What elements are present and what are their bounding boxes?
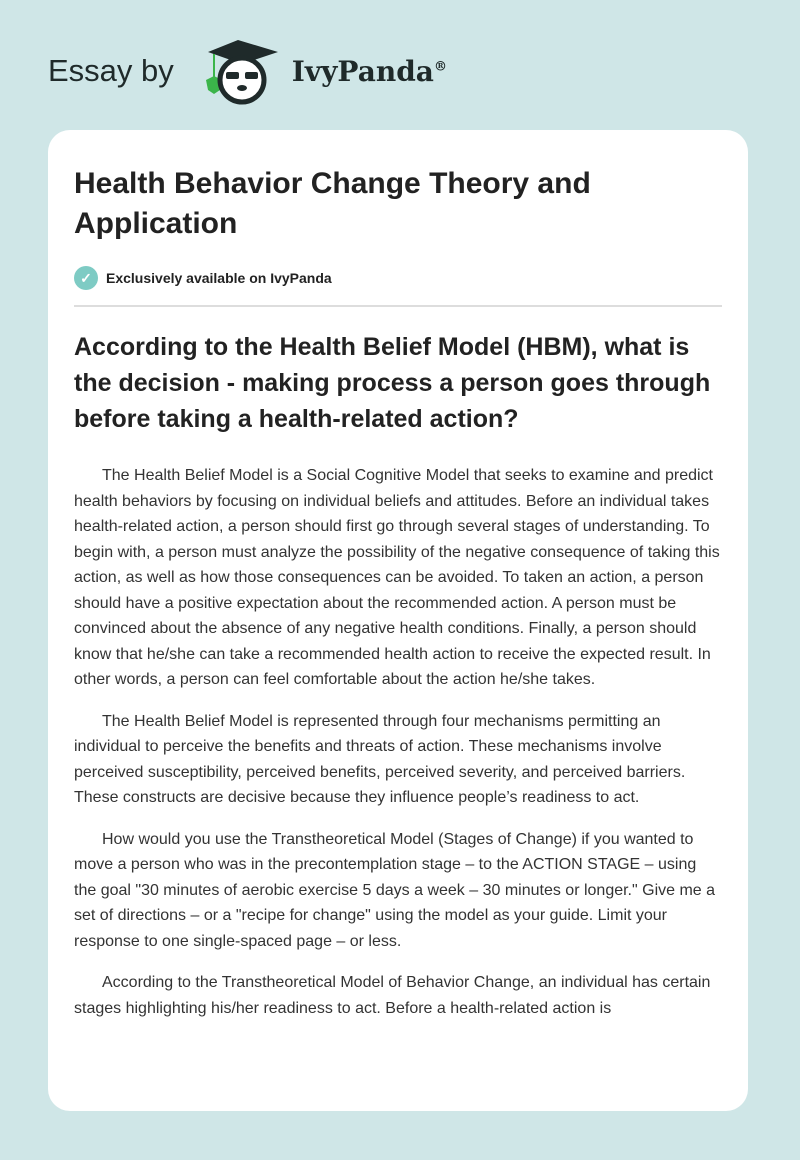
badge-text: Exclusively available on IvyPanda — [106, 270, 332, 286]
section-heading: According to the Health Belief Model (HBM), what is the decision - making process a person goes through before taking a health-related action? — [74, 333, 711, 433]
exclusive-badge — [74, 266, 722, 290]
paragraph: According to the Transtheoretical Model of Behavior Change, an individual has certain stages highlighting his/her readiness to act. Before a health-related action is — [74, 974, 711, 1017]
brand-text: IvyPanda — [291, 54, 434, 88]
essay-title: Health Behavior Change Theory and Application — [74, 167, 591, 240]
brand-name[interactable] — [292, 55, 447, 88]
site-header — [48, 36, 447, 106]
registered-mark: ® — [433, 59, 447, 75]
ivypanda-logo-icon[interactable] — [192, 36, 284, 106]
paragraph: The Health Belief Model is a Social Cognitive Model that seeks to examine and predict health behaviors by focusing on individual beliefs and attitudes. Before an individual takes health-related action, a person should first go through several stages of understanding. To begin with, a person must analyze the possibility of the negative consequence of taking this action, as well as how those consequences can be avoided. To taken an action, a person should have a positive expectation about the recommended action. A person must be convinced about the absence of any negative health conditions. Finally, a person should know that he/she can take a recommended health action to receive the expected result. In other words, a person can feel comfortable about the action he/she takes. — [74, 467, 720, 688]
paragraph: How would you use the Transtheoretical Model (Stages of Change) if you wanted to move a person who was in the precontemplation stage – to the ACTION STAGE – using the goal "30 minutes of aerobic exercise 5 days a week – 30 minutes or longer." Give me a set of directions – or a "recipe for change" using the model as your guide. Limit your response to one single-spaced page – or less. — [74, 830, 716, 950]
paragraph: The Health Belief Model is represented through four mechanisms permitting an individual to perceive the benefits and threats of action. These mechanisms involve perceived susceptibility, perceived benefits, perceived severity, and perceived barriers. These constructs are decisive because they influence people’s readiness to act. — [74, 712, 686, 806]
essay-card — [48, 130, 748, 1111]
essay-by-label: Essay by — [48, 53, 174, 88]
check-icon: ✓ — [74, 266, 98, 290]
divider — [74, 305, 722, 307]
